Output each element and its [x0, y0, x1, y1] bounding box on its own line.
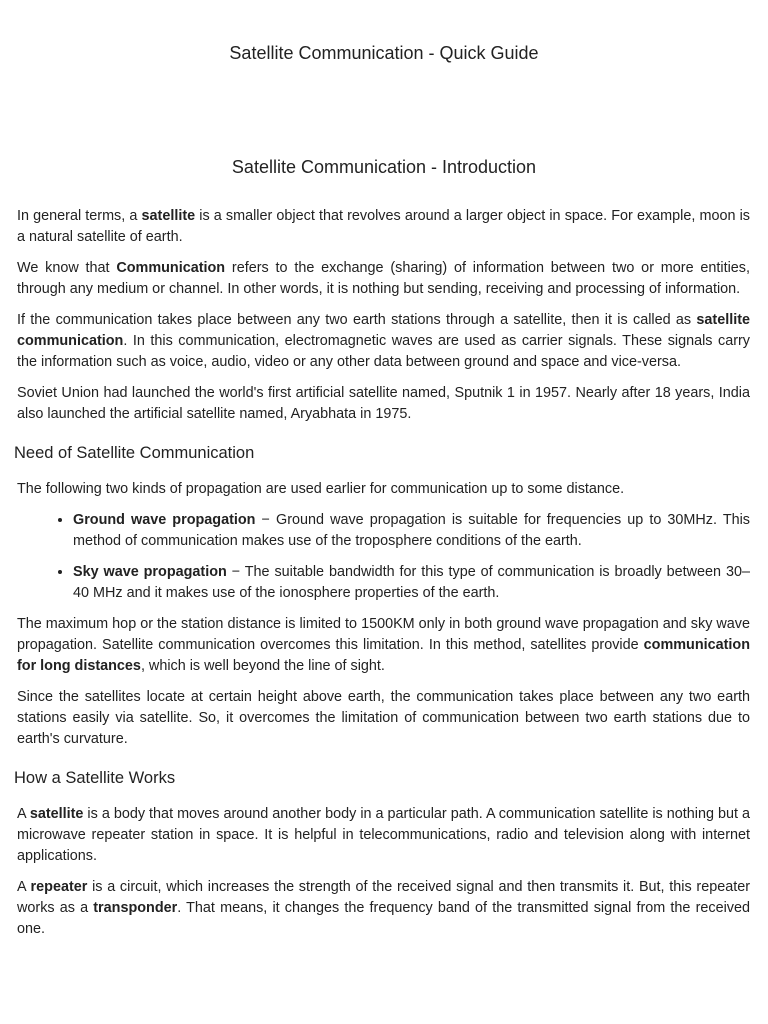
- term-repeater: repeater: [30, 879, 88, 895]
- list-item: • Sky wave propagation − The suitable bandwidth for this type of communication is broadly between 30–40 MHz and it makes use of the ionosphere properties of the earth.: [73, 562, 750, 604]
- term-satellite: satellite: [141, 208, 196, 224]
- intro-paragraph-1: In general terms, a satellite is a smaller object that revolves around a larger object in space. For example, moon is a natural satellite of earth.: [17, 208, 750, 245]
- how-paragraph-1: A satellite is a body that moves around another body in a particular path. A communication satellite is nothing but a microwave repeater station in space. It is helpful in telecommunications, radio and television along with internet applications.: [17, 806, 750, 864]
- chapter-title: Satellite Communication - Introduction: [231, 157, 537, 177]
- list-item: • Ground wave propagation − Ground wave propagation is suitable for frequencies up to 30MHz. This method of communication makes use of the troposphere conditions of the earth.: [73, 510, 750, 552]
- term-satellite: satellite: [29, 806, 84, 822]
- article-body: [14, 206, 751, 950]
- intro-paragraph-2: We know that Communication refers to the exchange (sharing) of information between two or more entities, through any medium or channel. In other words, it is nothing but sending, receiving and processing of information.: [17, 260, 750, 297]
- intro-paragraph-4: Soviet Union had launched the world's first artificial satellite named, Sputnik 1 in 1957. Nearly after 18 years, India also launched the artificial satellite named, Aryabhata in 1975.: [17, 385, 750, 422]
- intro-paragraph-3: If the communication takes place between any two earth stations through a satellite, then it is called as satellite communication. In this communication, electromagnetic waves are used as carrier signals. These signals carry the information such as voice, audio, video or any other data between ground and space and vice-versa.: [17, 312, 750, 370]
- term-sky-wave: Sky wave propagation: [73, 564, 227, 580]
- need-paragraph-1: The following two kinds of propagation are used earlier for communication up to some distance.: [17, 481, 625, 497]
- need-paragraph-3: Since the satellites locate at certain height above earth, the communication takes place between any two earth stations easily via satellite. So, it overcomes the limitation of communication between two earth stations due to earth's curvature.: [17, 689, 750, 747]
- section-heading-need: Need of Satellite Communication: [14, 444, 255, 462]
- term-transponder: transponder: [93, 900, 178, 916]
- document-title: Satellite Communication - Quick Guide: [229, 43, 539, 63]
- how-paragraph-2: A repeater is a circuit, which increases the strength of the received signal and then transmits it. But, this repeater works as a transponder. That means, it changes the frequency band of the transmitted signal from the received one.: [17, 879, 751, 937]
- term-communication: Communication: [116, 260, 226, 276]
- propagation-list: [17, 510, 750, 604]
- section-heading-how: How a Satellite Works: [14, 769, 176, 787]
- term-long-distance: communication for long distances: [17, 637, 750, 674]
- term-ground-wave: Ground wave propagation: [73, 512, 256, 528]
- term-satellite-communication: satellite communication: [17, 312, 750, 349]
- need-paragraph-2: The maximum hop or the station distance is limited to 1500KM only in both ground wave propagation and sky wave propagation. Satellite communication overcomes this limitation. In this method, satellites provide communication for long distances, which is well beyond the line of sight.: [17, 616, 750, 674]
